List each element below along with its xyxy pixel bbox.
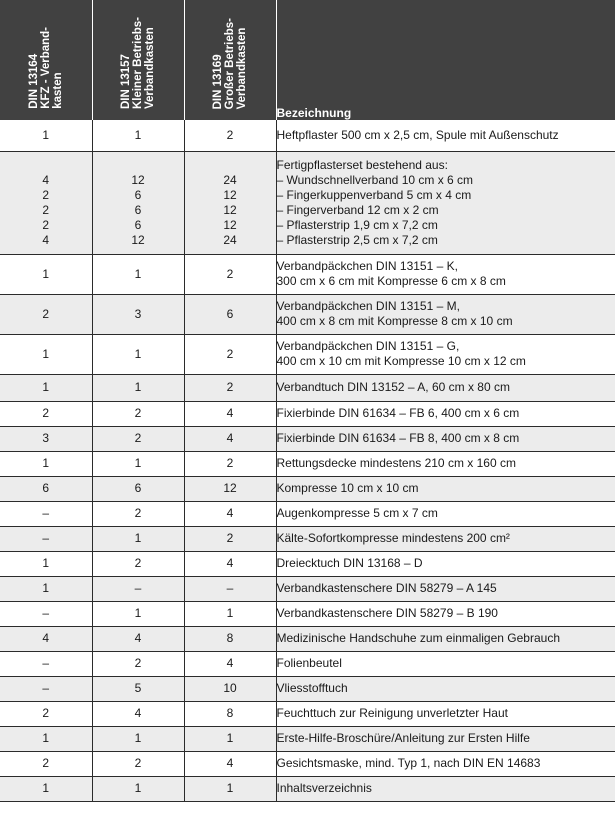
count-din-13164-cell (0, 776, 92, 801)
count-din-13164: – (42, 656, 50, 670)
item-description-cell (276, 726, 615, 751)
item-description-cell (276, 374, 615, 401)
item-description: 400 cm x 10 cm mit Kompresse 10 cm x 12 cm (276, 354, 526, 368)
count-din-13157-cell (92, 120, 184, 151)
item-description: Augenkompresse 5 cm x 7 cm (276, 506, 438, 520)
count-din-13169-cell (184, 551, 276, 576)
count-din-13169-cell (184, 701, 276, 726)
count-din-13164-cell (0, 151, 92, 254)
count-din-13169: 12 (223, 187, 237, 202)
count-din-13169: 24 (223, 172, 237, 187)
table-row (0, 776, 615, 801)
count-din-13169: 2 (226, 127, 234, 142)
table-row (0, 701, 615, 726)
count-din-13164-cell (0, 551, 92, 576)
count-din-13157-cell (92, 294, 184, 334)
table-row (0, 254, 615, 294)
header-din-13169-label: DIN 13169 Großer Betriebs- Verbandkasten (212, 17, 248, 109)
count-din-13164-cell (0, 476, 92, 501)
table-row (0, 526, 615, 551)
count-din-13169: 24 (223, 232, 237, 247)
count-din-13164: 4 (42, 631, 50, 645)
count-din-13157-cell (92, 776, 184, 801)
table-row (0, 476, 615, 501)
count-din-13169-cell (184, 726, 276, 751)
item-description-cell (276, 501, 615, 526)
count-din-13157: 1 (134, 346, 142, 361)
item-description: – Pflasterstrip 2,5 cm x 7,2 cm (276, 232, 438, 247)
item-description-cell (276, 576, 615, 601)
count-din-13164: 1 (42, 456, 50, 470)
count-din-13169: 2 (226, 380, 234, 394)
item-description: 300 cm x 6 cm mit Kompresse 6 cm x 8 cm (276, 274, 506, 288)
item-description: – Fingerverband 12 cm x 2 cm (276, 202, 439, 217)
count-din-13169: – (226, 581, 234, 595)
count-din-13157-cell (92, 374, 184, 401)
count-din-13164-cell (0, 676, 92, 701)
count-din-13169-cell (184, 626, 276, 651)
item-description-cell (276, 701, 615, 726)
count-din-13157-cell (92, 676, 184, 701)
count-din-13157-cell (92, 426, 184, 451)
item-description-cell (276, 120, 615, 151)
count-din-13169-cell (184, 576, 276, 601)
item-description: Kälte-Sofortkompresse mindestens 200 cm² (276, 531, 510, 545)
table-row (0, 294, 615, 334)
count-din-13157-cell (92, 576, 184, 601)
count-din-13157: 2 (134, 556, 142, 570)
count-din-13157: 6 (134, 187, 142, 202)
count-din-13157-cell (92, 651, 184, 676)
count-din-13169-cell (184, 676, 276, 701)
count-din-13157: 1 (134, 456, 142, 470)
count-din-13169: 4 (226, 506, 234, 520)
count-din-13157: 12 (131, 172, 145, 187)
table-row (0, 451, 615, 476)
count-din-13169 (185, 158, 276, 173)
count-din-13157-cell (92, 701, 184, 726)
count-din-13169: 2 (226, 346, 234, 361)
table-row (0, 401, 615, 426)
item-description: – Pflasterstrip 1,9 cm x 7,2 cm (276, 217, 438, 232)
count-din-13169: 6 (226, 306, 234, 321)
count-din-13157: 6 (134, 481, 142, 495)
count-din-13157: – (134, 581, 142, 595)
count-din-13169: 4 (226, 756, 234, 770)
item-description-cell (276, 601, 615, 626)
count-din-13169: 10 (223, 681, 237, 695)
count-din-13164: 2 (42, 217, 50, 232)
count-din-13157-cell (92, 151, 184, 254)
count-din-13157: 1 (134, 731, 142, 745)
count-din-13164-cell (0, 751, 92, 776)
count-din-13169-cell (184, 254, 276, 294)
count-din-13157-cell (92, 526, 184, 551)
count-din-13164: 2 (42, 187, 50, 202)
item-description: Verbandkastenschere DIN 58279 – A 145 (276, 581, 497, 595)
count-din-13157: 1 (134, 781, 142, 795)
count-din-13157-cell (92, 334, 184, 374)
count-din-13164: 2 (42, 202, 50, 217)
count-din-13169: 8 (226, 706, 234, 720)
count-din-13157-cell (92, 751, 184, 776)
count-din-13169: 4 (226, 406, 234, 420)
table-row (0, 551, 615, 576)
item-description-cell (276, 334, 615, 374)
count-din-13169: 1 (226, 606, 234, 620)
count-din-13164: 1 (42, 581, 50, 595)
count-din-13169-cell (184, 751, 276, 776)
count-din-13157: 2 (134, 656, 142, 670)
count-din-13164-cell (0, 701, 92, 726)
item-description: Dreiecktuch DIN 13168 – D (276, 556, 423, 570)
count-din-13157-cell (92, 476, 184, 501)
item-description-cell (276, 151, 615, 254)
item-description: Fixierbinde DIN 61634 – FB 6, 400 cm x 6 cm (276, 406, 520, 420)
table-row (0, 726, 615, 751)
item-description-cell (276, 651, 615, 676)
count-din-13169-cell (184, 374, 276, 401)
count-din-13164-cell (0, 254, 92, 294)
count-din-13169-cell (184, 120, 276, 151)
count-din-13169-cell (184, 526, 276, 551)
item-description: Gesichtsmaske, mind. Typ 1, nach DIN EN 14683 (276, 756, 541, 770)
item-description: 400 cm x 8 cm mit Kompresse 8 cm x 10 cm (276, 314, 513, 328)
count-din-13169-cell (184, 401, 276, 426)
count-din-13157: 2 (134, 406, 142, 420)
item-description-cell (276, 526, 615, 551)
count-din-13169: 2 (226, 531, 234, 545)
count-din-13164-cell (0, 334, 92, 374)
table-row (0, 601, 615, 626)
header-din-13164-label: DIN 13164 KFZ - Verband- kasten (27, 27, 64, 109)
count-din-13164: – (42, 681, 50, 695)
count-din-13169: 4 (226, 656, 234, 670)
count-din-13164: 2 (42, 406, 50, 420)
count-din-13169-cell (184, 476, 276, 501)
count-din-13157-cell (92, 726, 184, 751)
item-description-cell (276, 751, 615, 776)
item-description: Inhaltsverzeichnis (276, 781, 372, 795)
count-din-13157-cell (92, 501, 184, 526)
table-row (0, 576, 615, 601)
count-din-13157: 5 (134, 681, 142, 695)
count-din-13164 (0, 158, 92, 173)
item-description-cell (276, 676, 615, 701)
count-din-13164-cell (0, 426, 92, 451)
count-din-13164: 1 (42, 266, 50, 281)
count-din-13169: 12 (223, 202, 237, 217)
table-row (0, 426, 615, 451)
header-bezeichnung: Bezeichnung (276, 0, 615, 120)
item-description-cell (276, 254, 615, 294)
item-description: Vliesstofftuch (276, 681, 348, 695)
count-din-13169: 4 (226, 556, 234, 570)
count-din-13169-cell (184, 294, 276, 334)
count-din-13164: 4 (42, 172, 50, 187)
table-row (0, 334, 615, 374)
item-description-cell (276, 626, 615, 651)
count-din-13157: 1 (134, 380, 142, 394)
item-description: Verbandkastenschere DIN 58279 – B 190 (276, 606, 498, 620)
count-din-13157: 6 (134, 217, 142, 232)
count-din-13164: 1 (42, 380, 50, 394)
item-description-cell (276, 426, 615, 451)
item-description: Medizinische Handschuhe zum einmaligen Gebrauch (276, 631, 560, 645)
item-description: Verbandpäckchen DIN 13151 – M, (276, 299, 460, 313)
count-din-13157: 6 (134, 202, 142, 217)
count-din-13157-cell (92, 451, 184, 476)
count-din-13164-cell (0, 294, 92, 334)
count-din-13157: 1 (134, 531, 142, 545)
count-din-13157: 1 (134, 606, 142, 620)
count-din-13164-cell (0, 401, 92, 426)
item-description-cell (276, 776, 615, 801)
count-din-13157: 1 (134, 266, 142, 281)
count-din-13157-cell (92, 626, 184, 651)
table-row (0, 501, 615, 526)
count-din-13164-cell (0, 576, 92, 601)
header-din-13157-label: DIN 13157 Kleiner Betriebs- Verbandkasten (120, 16, 156, 109)
count-din-13164-cell (0, 451, 92, 476)
count-din-13164-cell (0, 726, 92, 751)
count-din-13164-cell (0, 651, 92, 676)
count-din-13169-cell (184, 651, 276, 676)
count-din-13169-cell (184, 334, 276, 374)
count-din-13169: 2 (226, 456, 234, 470)
item-description-cell (276, 294, 615, 334)
item-description: Feuchttuch zur Reinigung unverletzter Haut (276, 706, 508, 720)
count-din-13164-cell (0, 626, 92, 651)
item-description: Verbandtuch DIN 13152 – A, 60 cm x 80 cm (276, 380, 510, 394)
item-description: Kompresse 10 cm x 10 cm (276, 481, 419, 495)
count-din-13164: 2 (42, 756, 50, 770)
table-body (0, 120, 615, 801)
count-din-13157: 2 (134, 756, 142, 770)
header-din-13164 (0, 0, 92, 120)
count-din-13164: 1 (42, 127, 50, 142)
count-din-13169-cell (184, 426, 276, 451)
count-din-13164: 2 (42, 306, 50, 321)
count-din-13164: 1 (42, 346, 50, 361)
table-row (0, 374, 615, 401)
count-din-13157: 3 (134, 306, 142, 321)
item-description-cell (276, 551, 615, 576)
count-din-13169-cell (184, 451, 276, 476)
table-row (0, 676, 615, 701)
count-din-13164: 6 (42, 481, 50, 495)
count-din-13164: 4 (42, 232, 50, 247)
count-din-13169: 2 (226, 266, 234, 281)
count-din-13157: 12 (131, 232, 145, 247)
count-din-13164: 3 (42, 431, 50, 445)
header-row (0, 0, 615, 120)
item-description: Heftpflaster 500 cm x 2,5 cm, Spule mit Außenschutz (276, 127, 559, 142)
count-din-13157-cell (92, 551, 184, 576)
count-din-13169: 1 (226, 731, 234, 745)
item-description: – Wundschnellverband 10 cm x 6 cm (276, 172, 474, 187)
count-din-13164: 2 (42, 706, 50, 720)
count-din-13164: – (42, 506, 50, 520)
count-din-13164-cell (0, 526, 92, 551)
item-description-cell (276, 401, 615, 426)
header-din-13169 (184, 0, 276, 120)
count-din-13164-cell (0, 374, 92, 401)
count-din-13169: 12 (223, 481, 237, 495)
count-din-13164: 1 (42, 556, 50, 570)
table-row (0, 120, 615, 151)
table-row (0, 626, 615, 651)
count-din-13164: 1 (42, 731, 50, 745)
item-description-cell (276, 476, 615, 501)
count-din-13169-cell (184, 601, 276, 626)
count-din-13164-cell (0, 501, 92, 526)
header-din-13157 (92, 0, 184, 120)
item-description: Rettungsdecke mindestens 210 cm x 160 cm (276, 456, 516, 470)
count-din-13157-cell (92, 601, 184, 626)
count-din-13164-cell (0, 120, 92, 151)
item-description: Fixierbinde DIN 61634 – FB 8, 400 cm x 8 cm (276, 431, 520, 445)
count-din-13157: 4 (134, 706, 142, 720)
count-din-13169-cell (184, 501, 276, 526)
count-din-13164: – (42, 531, 50, 545)
table-row (0, 751, 615, 776)
count-din-13157 (93, 158, 184, 173)
count-din-13169-cell (184, 776, 276, 801)
item-description: Verbandpäckchen DIN 13151 – K, (276, 259, 458, 273)
item-description-cell (276, 451, 615, 476)
table-row (0, 151, 615, 254)
count-din-13169-cell (184, 151, 276, 254)
count-din-13169: 12 (223, 217, 237, 232)
item-description: Erste-Hilfe-Broschüre/Anleitung zur Ersten Hilfe (276, 731, 530, 745)
count-din-13169: 1 (226, 781, 234, 795)
count-din-13164-cell (0, 601, 92, 626)
count-din-13169: 4 (226, 431, 234, 445)
item-description: – Fingerkuppenverband 5 cm x 4 cm (276, 187, 472, 202)
count-din-13157: 4 (134, 631, 142, 645)
item-description: Fertigpflasterset bestehend aus: (276, 157, 448, 172)
table-row (0, 651, 615, 676)
count-din-13157-cell (92, 401, 184, 426)
count-din-13157: 2 (134, 506, 142, 520)
count-din-13164: 1 (42, 781, 50, 795)
count-din-13164: – (42, 606, 50, 620)
item-description: Verbandpäckchen DIN 13151 – G, (276, 339, 460, 353)
count-din-13157: 1 (134, 127, 142, 142)
table-header (0, 0, 615, 120)
count-din-13157: 2 (134, 431, 142, 445)
item-description: Folienbeutel (276, 656, 342, 670)
count-din-13169: 8 (226, 631, 234, 645)
count-din-13157-cell (92, 254, 184, 294)
